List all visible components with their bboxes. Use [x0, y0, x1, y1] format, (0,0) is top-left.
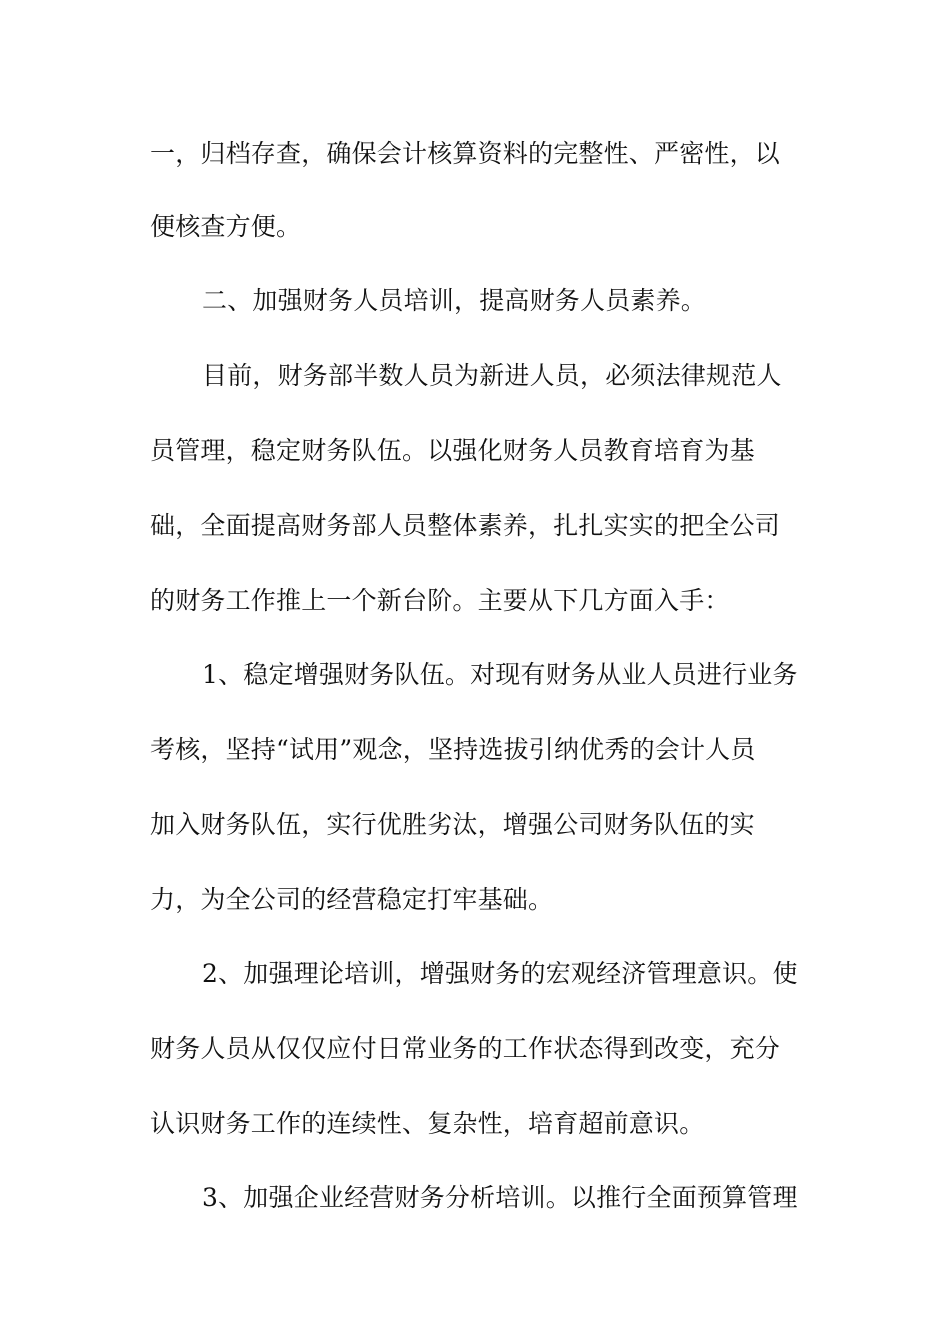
text-line-2: 便核查方便。 — [150, 212, 302, 241]
text-line-11: 力，为全公司的经营稳定打牢基础。 — [150, 885, 554, 914]
list-item-3: 3、加强企业经营财务分析培训。以推行全面预算管理 — [202, 1183, 798, 1212]
text-line-13: 财务人员从仅仅应付日常业务的工作状态得到改变，充分 — [150, 1034, 781, 1063]
text-line-6: 础，全面提高财务部人员整体素养，扎扎实实的把全公司 — [150, 511, 781, 540]
list-item-2: 2、加强理论培训，增强财务的宏观经济管理意识。使 — [202, 959, 798, 988]
list-item-1: 1、稳定增强财务队伍。对现有财务从业人员进行业务 — [202, 660, 798, 689]
text-line-7: 的财务工作推上一个新台阶。主要从下几方面入手： — [150, 586, 730, 615]
text-line-9: 考核，坚持“试用”观念，坚持选拔引纳优秀的会计人员 — [150, 735, 756, 764]
text-line-4: 目前，财务部半数人员为新进人员，必须法律规范人 — [202, 361, 782, 390]
text-line-14: 认识财务工作的连续性、复杂性，培育超前意识。 — [150, 1109, 705, 1138]
text-line-10: 加入财务队伍，实行优胜劣汰，增强公司财务队伍的实 — [150, 810, 755, 839]
text-line-5: 员管理，稳定财务队伍。以强化财务人员教育培育为基 — [150, 436, 755, 465]
section-heading-2: 二、加强财务人员培训，提高财务人员素养。 — [202, 286, 707, 315]
text-line-1: 一，归档存查，确保会计核算资料的完整性、严密性，以 — [150, 139, 781, 168]
